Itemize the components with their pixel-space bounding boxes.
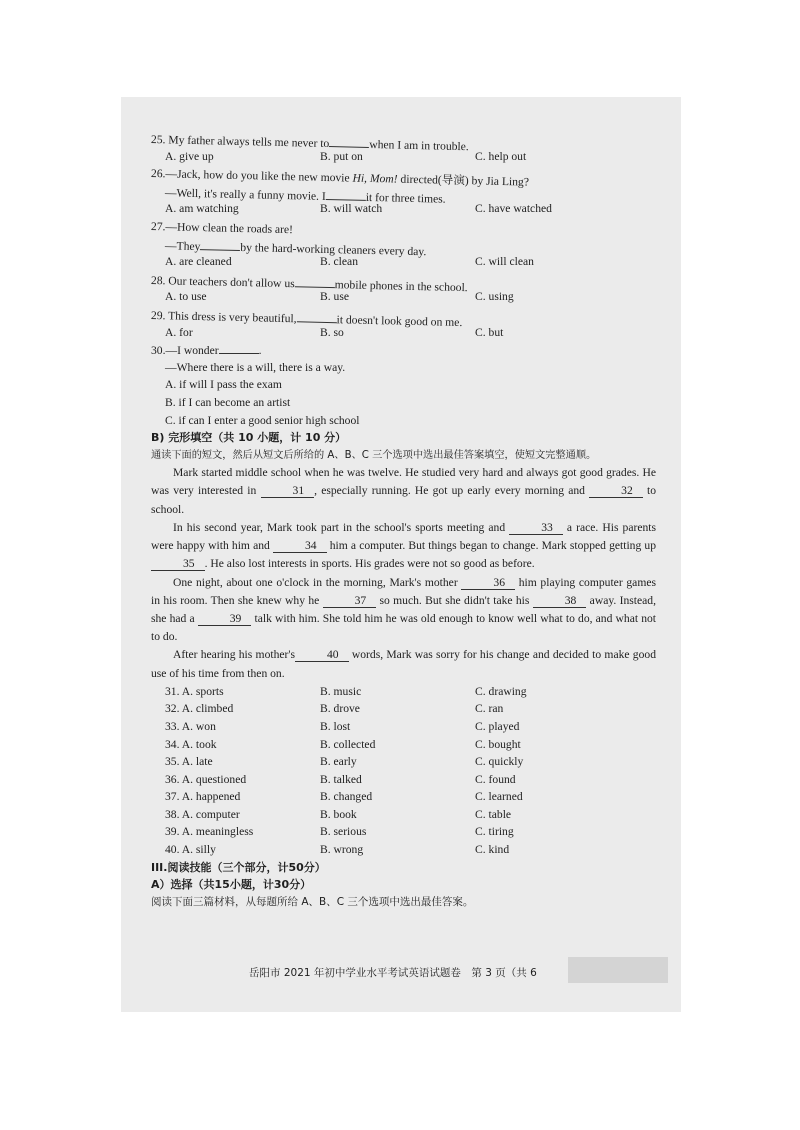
answer-blank <box>219 341 259 354</box>
cloze-option-row <box>151 736 656 754</box>
cloze-option-b: B. wrong <box>320 843 364 857</box>
q25-stem-part1: 25. My father always tells me never to <box>150 133 330 151</box>
cloze-options-list <box>151 683 656 859</box>
passage-text: Mark started middle school when he was twelve. He studied very hard and always got good grades. He was very interested in <box>151 466 656 498</box>
q26-movie-title: Hi, Mom! <box>352 171 398 186</box>
q26-option-a: A. am watching <box>165 202 239 216</box>
cloze-option-c: C. kind <box>475 843 510 857</box>
passage-text: One night, about one o'clock in the morning, Mark's mother <box>173 575 458 589</box>
q30-option-c: C. if can I enter a good senior high school <box>165 413 360 427</box>
section-b-instruction: 通读下面的短文，然后从短文后所给的 A、B、C 三个选项中选出最佳答案填空，使短文完整通顺。 <box>151 449 597 461</box>
q29-option-b: B. so <box>320 325 344 339</box>
answer-blank <box>329 134 369 148</box>
q29-option-a: A. for <box>165 325 193 339</box>
cloze-option-row <box>151 823 656 841</box>
cloze-option-a: 38. A. computer <box>165 807 240 821</box>
cloze-option-b: B. early <box>320 755 357 769</box>
q27-option-a: A. are cleaned <box>165 255 232 269</box>
section-b-title: B) 完形填空（共 10 小题，计 10 分） <box>151 431 347 445</box>
cloze-option-row <box>151 771 656 789</box>
cloze-option-b: B. collected <box>320 737 376 751</box>
cloze-option-a: 35. A. late <box>165 755 213 769</box>
cloze-blank-38: 38 <box>533 594 587 608</box>
q25-option-a: A. give up <box>165 149 214 163</box>
cloze-blank-31: 31 <box>261 484 315 498</box>
cloze-blank-39: 39 <box>198 612 252 626</box>
answer-blank <box>297 309 337 323</box>
cloze-option-row <box>151 788 656 806</box>
passage-text: In his second year, Mark took part in the school's sports meeting and <box>173 520 506 534</box>
cloze-option-c: C. quickly <box>475 755 524 769</box>
passage-paragraph-4 <box>151 646 656 682</box>
cloze-option-a: 34. A. took <box>165 737 217 751</box>
cloze-option-c: C. ran <box>475 702 504 716</box>
passage-text: , especially running. He got up early every morning and <box>314 484 585 498</box>
passage-text: . He also lost interests in sports. His grades were not so good as before. <box>204 557 535 571</box>
cloze-option-c: C. tiring <box>475 825 514 839</box>
cloze-blank-32: 32 <box>589 484 643 498</box>
cloze-option-c: C. bought <box>475 737 521 751</box>
answer-blank <box>295 274 335 288</box>
q28-option-b: B. use <box>320 290 349 304</box>
exam-page-scan <box>121 97 681 1012</box>
q26-reply-part1: —Well, it's really a funny movie. I <box>164 186 326 203</box>
cloze-option-c: C. drawing <box>475 684 527 698</box>
cloze-option-c: C. played <box>475 719 520 733</box>
q27-stem: 27.—How clean the roads are! <box>150 219 294 237</box>
exam-content <box>151 130 656 911</box>
passage-text: to school. <box>151 484 656 516</box>
q26-option-c: C. have watched <box>475 202 552 216</box>
cloze-option-c: C. table <box>475 807 512 821</box>
passage-text: him a computer. But things began to change. Mark stopped getting up <box>329 539 657 553</box>
cloze-option-a: 31. A. sports <box>165 684 224 698</box>
cloze-option-b: B. serious <box>320 825 367 839</box>
cloze-option-row <box>151 718 656 736</box>
question-30-reply <box>151 359 656 377</box>
q25-option-c: C. help out <box>475 149 527 163</box>
cloze-option-a: 39. A. meaningless <box>165 825 254 839</box>
cloze-option-b: B. changed <box>320 790 373 804</box>
cloze-blank-36: 36 <box>461 576 515 590</box>
passage-paragraph-1 <box>151 464 656 519</box>
passage-paragraph-2 <box>151 519 656 574</box>
q26-stem-end: directed(导演) by Jia Ling? <box>397 172 530 189</box>
passage-text: a race. His parents were happy with him and <box>151 520 657 553</box>
q27-option-b: B. clean <box>320 255 358 269</box>
cloze-option-b: B. music <box>320 684 362 698</box>
q28-option-c: C. using <box>475 290 514 304</box>
section-iii-a-title: A）选择（共15小题，计30分） <box>151 878 312 892</box>
answer-blank <box>326 187 366 201</box>
q28-option-a: A. to use <box>165 290 207 304</box>
q30-option-a: A. if will I pass the exam <box>165 378 282 392</box>
question-30-stem <box>151 341 656 359</box>
q29-option-c: C. but <box>475 325 504 339</box>
cloze-option-b: B. talked <box>320 772 362 786</box>
cloze-blank-40: 40 <box>295 648 349 662</box>
cloze-option-b: B. book <box>320 807 357 821</box>
cloze-option-row <box>151 700 656 718</box>
section-iii-instruction: 阅读下面三篇材料，从每题所给 A、B、C 三个选项中选出最佳答案。 <box>151 895 474 908</box>
passage-text: talk with him. She told him he was old enough to know well what to do, and what not to do. <box>151 611 657 644</box>
cloze-option-a: 36. A. questioned <box>165 772 247 786</box>
passage-text: words, Mark was sorry for his change and decided to make good use of his time from then on. <box>151 648 656 680</box>
cloze-blank-35: 35 <box>151 557 205 571</box>
q28-stem-part2: mobile phones in the school. <box>334 277 468 294</box>
cloze-option-c: C. found <box>475 772 516 786</box>
q29-stem-part1: 29. This dress is very beautiful, <box>150 308 297 326</box>
q29-stem-part2: it doesn't look good on me. <box>336 313 463 330</box>
cloze-option-b: B. drove <box>320 702 360 716</box>
cloze-option-row <box>151 841 656 859</box>
cloze-option-row <box>151 683 656 701</box>
q25-option-b: B. put on <box>320 149 363 163</box>
page-footer: 岳阳市 2021 年初中学业水平考试英语试题卷 第 3 页（共 6 <box>249 967 537 979</box>
cloze-option-c: C. learned <box>475 790 523 804</box>
passage-text: so much. But she didn't take his <box>379 593 530 607</box>
q30-stem-part1: 30.—I wonder <box>151 344 219 358</box>
q27-option-c: C. will clean <box>475 255 534 269</box>
q28-stem-part1: 28. Our teachers don't allow us <box>150 273 295 291</box>
cloze-option-a: 40. A. silly <box>165 843 216 857</box>
q30-option-b: B. if I can become an artist <box>165 395 291 409</box>
cloze-option-b: B. lost <box>320 719 351 733</box>
cloze-option-a: 32. A. climbed <box>165 702 234 716</box>
section-iii-title: III.阅读技能（三个部分，计50分） <box>151 860 326 874</box>
passage-text: him playing computer games in his room. Then she knew why he <box>151 575 656 607</box>
q26-option-b: B. will watch <box>320 202 383 216</box>
q27-reply-part1: —They <box>164 238 201 253</box>
passage-paragraph-3 <box>151 574 656 647</box>
cloze-blank-33: 33 <box>509 521 563 535</box>
cloze-option-a: 33. A. won <box>165 719 216 733</box>
redaction-box <box>568 957 668 983</box>
passage-text: After hearing his mother's <box>173 648 295 662</box>
q30-stem-part2: . <box>258 344 262 358</box>
cloze-option-a: 37. A. happened <box>165 790 241 804</box>
q30-reply: —Where there is a will, there is a way. <box>165 360 346 374</box>
cloze-option-row <box>151 806 656 824</box>
q26-reply-part2: it for three times. <box>365 190 446 206</box>
q26-stem: 26.—Jack, how do you like the new movie <box>150 167 353 185</box>
cloze-blank-37: 37 <box>323 594 377 608</box>
q25-stem-part2: when I am in trouble. <box>369 137 469 154</box>
cloze-blank-34: 34 <box>273 539 327 553</box>
q27-reply-part2: by the hard-working cleaners every day. <box>240 240 427 258</box>
passage-text: away. Instead, she had a <box>151 593 656 625</box>
answer-blank <box>200 237 240 251</box>
cloze-option-row <box>151 753 656 771</box>
